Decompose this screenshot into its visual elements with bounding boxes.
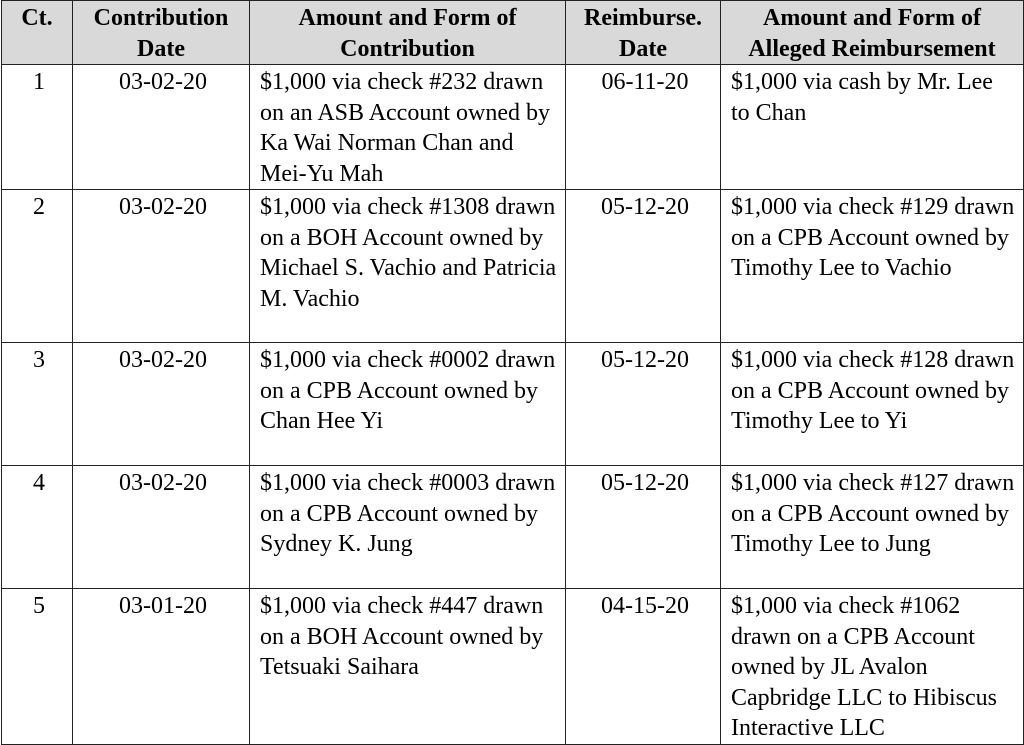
cell-reimburse-date: 05-12-20: [566, 190, 721, 343]
cell-contribution-date: 03-02-20: [73, 466, 250, 589]
header-reimburse-date: Reimburse. Date: [566, 1, 721, 65]
cell-ct: 3: [2, 343, 73, 466]
header-contribution-date: Contribution Date: [73, 1, 250, 65]
header-ct: Ct.: [2, 1, 73, 65]
header-row: [2, 1, 1024, 65]
cell-ct: 5: [2, 589, 73, 745]
header-amount-form-reimbursement: Amount and Form of Alleged Reimbursement: [721, 1, 1024, 65]
cell-reimbursement: $1,000 via check #127 drawn on a CPB Account owned by Timothy Lee to Jung: [721, 466, 1024, 589]
cell-contribution: $1,000 via check #447 drawn on a BOH Account owned by Tetsuaki Saihara: [250, 589, 566, 745]
table-row: [2, 65, 1024, 190]
cell-contribution-date: 03-01-20: [73, 589, 250, 745]
table-row: [2, 466, 1024, 589]
cell-contribution-date: 03-02-20: [73, 343, 250, 466]
cell-contribution: $1,000 via check #0002 drawn on a CPB Account owned by Chan Hee Yi: [250, 343, 566, 466]
cell-reimburse-date: 05-12-20: [566, 466, 721, 589]
table-row: [2, 190, 1024, 343]
cell-reimburse-date: 05-12-20: [566, 343, 721, 466]
cell-reimburse-date: 04-15-20: [566, 589, 721, 745]
cell-contribution: $1,000 via check #1308 drawn on a BOH Account owned by Michael S. Vachio and Patricia M. Vachio: [250, 190, 566, 343]
cell-reimbursement: $1,000 via check #1062 drawn on a CPB Account owned by JL Avalon Capbridge LLC to Hibiscus Interactive LLC: [721, 589, 1024, 745]
cell-reimbursement: $1,000 via check #128 drawn on a CPB Account owned by Timothy Lee to Yi: [721, 343, 1024, 466]
table-row: [2, 343, 1024, 466]
cell-reimburse-date: 06-11-20: [566, 65, 721, 190]
header-amount-form-contribution: Amount and Form of Contribution: [250, 1, 566, 65]
cell-reimbursement: $1,000 via check #129 drawn on a CPB Account owned by Timothy Lee to Vachio: [721, 190, 1024, 343]
contributions-table: [1, 0, 1024, 745]
cell-ct: 4: [2, 466, 73, 589]
cell-ct: 1: [2, 65, 73, 190]
cell-contribution-date: 03-02-20: [73, 65, 250, 190]
cell-reimbursement: $1,000 via cash by Mr. Lee to Chan: [721, 65, 1024, 190]
cell-contribution-date: 03-02-20: [73, 190, 250, 343]
cell-ct: 2: [2, 190, 73, 343]
cell-contribution: $1,000 via check #0003 drawn on a CPB Account owned by Sydney K. Jung: [250, 466, 566, 589]
table-row: [2, 589, 1024, 745]
cell-contribution: $1,000 via check #232 drawn on an ASB Account owned by Ka Wai Norman Chan and Mei-Yu Mah: [250, 65, 566, 190]
